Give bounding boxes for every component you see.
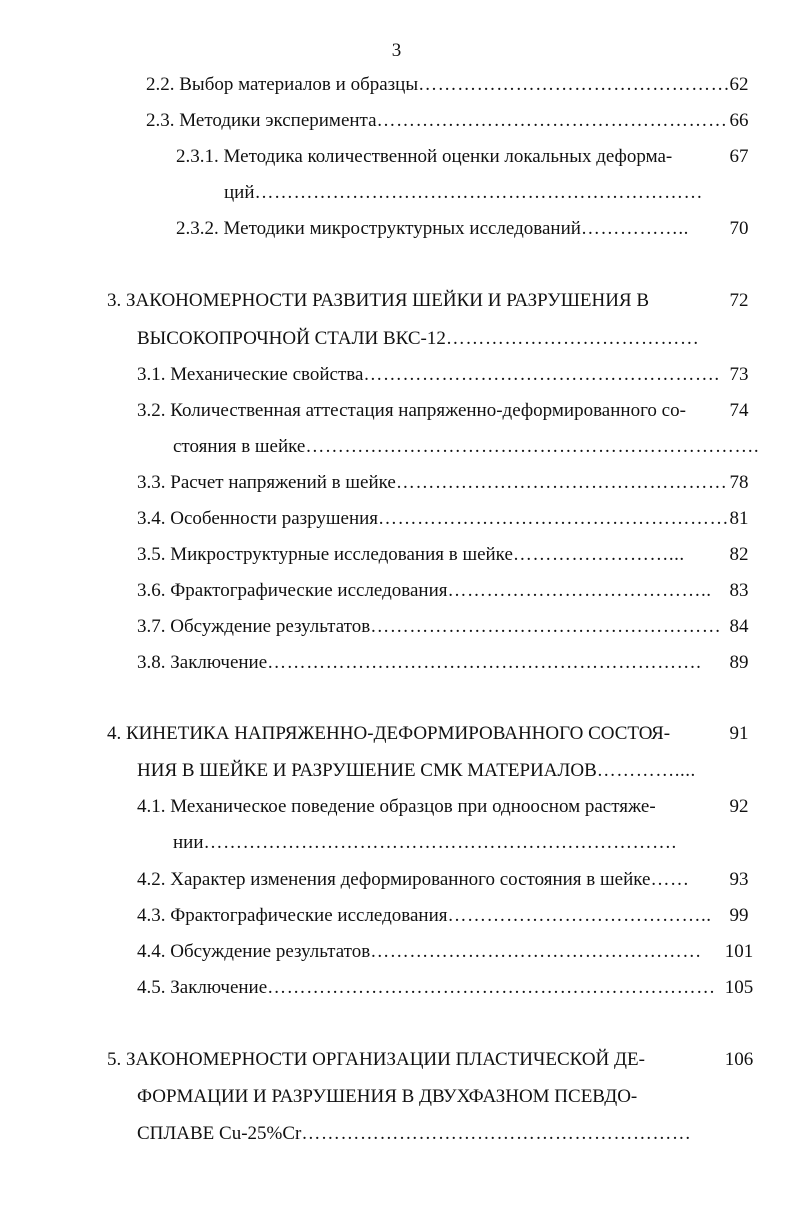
toc-page-number: 91 (729, 723, 749, 744)
toc-entry-3-4 (137, 506, 730, 532)
toc-page-number: 73 (729, 364, 749, 385)
toc-entry-text: 3.6. Фрактографические исследования (137, 580, 448, 601)
toc-page-number: 67 (729, 146, 749, 167)
toc-page-number: 66 (729, 110, 749, 131)
toc-page-number: 82 (729, 544, 749, 565)
toc-entry-text: ций (224, 182, 255, 203)
toc-leader-dots: ………………………………………………. (363, 364, 720, 385)
toc-entry-3-8 (137, 650, 702, 676)
toc-page-number: 101 (724, 941, 754, 962)
toc-entry-3-2-cont (173, 434, 760, 460)
toc-leader-dots: ………………………………………………………………. (203, 832, 677, 853)
toc-entry-text: 4.4. Обсуждение результатов (137, 941, 371, 962)
toc-chapter-title: ФОРМАЦИИ И РАЗРУШЕНИЯ В ДВУХФАЗНОМ ПСЕВДО- (137, 1086, 638, 1107)
toc-entry-text: 3.3. Расчет напряжений в шейке (137, 472, 396, 493)
toc-entry-text: 2.3.2. Методики микроструктурных исследований (176, 218, 581, 239)
toc-entry-text: нии (173, 832, 204, 853)
toc-leader-dots: ………….... (596, 760, 696, 781)
toc-page-number: 72 (729, 290, 749, 311)
toc-entry-text: 3.8. Заключение (137, 652, 268, 673)
toc-leader-dots: ……………………………………………… (376, 110, 728, 131)
toc-entry-4-4 (137, 939, 701, 965)
toc-chapter-title: 5. ЗАКОНОМЕРНОСТИ ОРГАНИЗАЦИИ ПЛАСТИЧЕСКОЙ ДЕ- (107, 1049, 645, 1070)
toc-leader-dots: …………………………………………… (395, 472, 728, 493)
toc-entry-text: 4.1. Механическое поведение образцов при одноосном растяже- (137, 796, 656, 817)
toc-page-number: 105 (724, 977, 754, 998)
toc-entry-3-7 (137, 614, 722, 640)
toc-leader-dots: ………………………………………… (418, 74, 731, 95)
toc-entry-3-2 (137, 398, 707, 424)
toc-entry-2-3-1-cont (224, 180, 706, 206)
toc-page-number: 70 (729, 218, 749, 239)
toc-chapter-4 (107, 721, 707, 747)
toc-chapter-title: 3. ЗАКОНОМЕРНОСТИ РАЗВИТИЯ ШЕЙКИ И РАЗРУШЕНИЯ В (107, 290, 650, 311)
toc-leader-dots: ………………………………….. (447, 580, 712, 601)
toc-leader-dots: ………………………………… (445, 328, 700, 349)
toc-chapter-4-cont (137, 758, 703, 784)
toc-entry-3-3 (137, 470, 728, 496)
toc-page-number: 62 (729, 74, 749, 95)
toc-leader-dots: …………………………………………………………. (267, 652, 702, 673)
page-number: 3 (391, 40, 402, 61)
toc-page-number: 74 (729, 400, 749, 421)
toc-entry-4-1-cont (173, 830, 709, 856)
toc-entry-4-5 (137, 975, 716, 1001)
toc-leader-dots: ……………………... (512, 544, 685, 565)
toc-entry-text: 2.2. Выбор материалов и образцы (146, 74, 419, 95)
toc-entry-2-3-1 (176, 144, 706, 170)
toc-entry-text: стояния в шейке (173, 436, 306, 457)
toc-entry-2-3-2 (176, 216, 702, 242)
toc-entry-text: 2.3. Методики эксперимента (146, 110, 377, 131)
toc-entry-3-1 (137, 362, 720, 388)
toc-leader-dots: ……………………………………………… (370, 616, 722, 637)
toc-entry-text: 4.3. Фрактографические исследования (137, 905, 448, 926)
toc-page-number: 93 (729, 869, 749, 890)
toc-page-number: 81 (729, 508, 749, 529)
toc-entry-text: 3.1. Механические свойства (137, 364, 364, 385)
toc-page-number: 83 (729, 580, 749, 601)
toc-chapter-title: 4. КИНЕТИКА НАПРЯЖЕННО-ДЕФОРМИРОВАННОГО СОСТОЯ- (107, 723, 671, 744)
toc-chapter-5-cont2 (137, 1121, 703, 1147)
toc-entry-text: 4.5. Заключение (137, 977, 268, 998)
toc-page-number: 106 (724, 1049, 754, 1070)
toc-chapter-title: НИЯ В ШЕЙКЕ И РАЗРУШЕНИЕ СМК МАТЕРИАЛОВ (137, 760, 597, 781)
toc-entry-text: 3.2. Количественная аттестация напряженно-деформированного со- (137, 400, 686, 421)
toc-entry-3-6 (137, 578, 712, 604)
toc-leader-dots: …………………………………………………… (301, 1123, 692, 1144)
toc-entry-4-1 (137, 794, 707, 820)
toc-entry-text: 3.7. Обсуждение результатов (137, 616, 371, 637)
toc-leader-dots: …………….. (580, 218, 689, 239)
toc-chapter-title: СПЛАВЕ Cu-25%Cr (137, 1123, 302, 1144)
toc-entry-4-2 (137, 867, 703, 893)
toc-entry-3-5 (137, 542, 697, 568)
toc-leader-dots: …………………………………………… (370, 941, 702, 962)
toc-entry-text: 3.5. Микроструктурные исследования в шейке (137, 544, 513, 565)
toc-page-number: 92 (729, 796, 749, 817)
toc-entry-text: 2.3.1. Методика количественной оценки локальных деформа- (176, 146, 673, 167)
toc-entry-2-3 (146, 108, 728, 134)
toc-leader-dots: …………………………………………………………… (254, 182, 704, 203)
toc-entry-2-2 (146, 72, 731, 98)
toc-leader-dots: …… (650, 869, 690, 890)
toc-page-number: 78 (729, 472, 749, 493)
toc-entry-text: 4.2. Характер изменения деформированного состояния в шейке (137, 869, 651, 890)
toc-page-number: 99 (729, 905, 749, 926)
toc-entry-text: 3.4. Особенности разрушения (137, 508, 379, 529)
toc-page-number: 84 (729, 616, 749, 637)
toc-chapter-3-cont (137, 326, 707, 352)
toc-chapter-5 (107, 1047, 707, 1073)
toc-leader-dots: …………………………………………………………… (267, 977, 716, 998)
toc-chapter-5-cont (137, 1084, 707, 1110)
toc-chapter-3 (107, 288, 707, 314)
toc-page-number: 89 (729, 652, 749, 673)
toc-leader-dots: ……………………………………………… (378, 508, 730, 529)
toc-leader-dots: ……………………………………………………………. (305, 436, 760, 457)
toc-chapter-title: ВЫСОКОПРОЧНОЙ СТАЛИ ВКС-12 (137, 328, 446, 349)
toc-leader-dots: ………………………………….. (447, 905, 712, 926)
toc-entry-4-3 (137, 903, 712, 929)
